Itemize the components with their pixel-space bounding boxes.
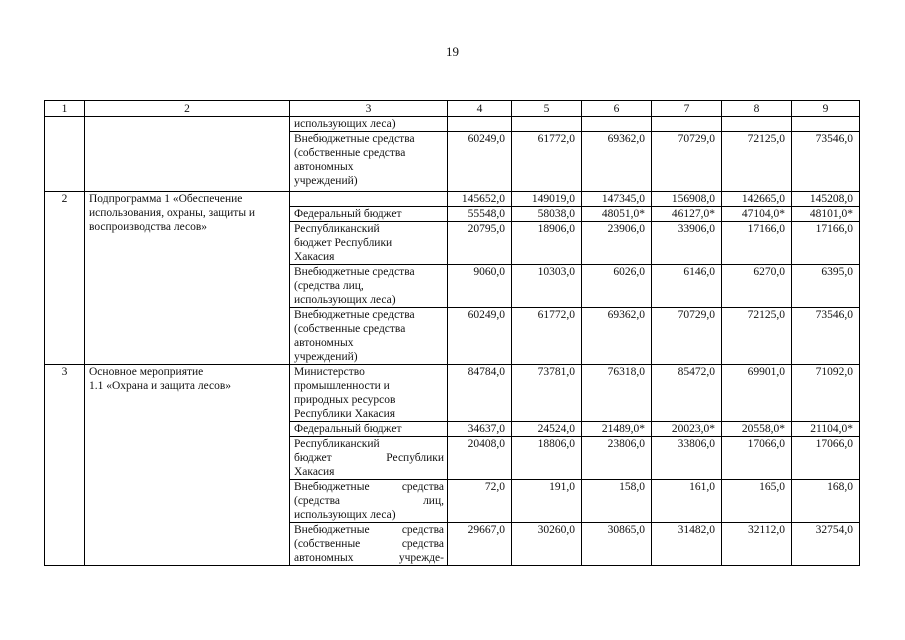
value-cell: 32754,0 (792, 523, 860, 566)
value-cell: 142665,0 (722, 192, 792, 207)
value-cell: 30260,0 (512, 523, 582, 566)
value-cell: 31482,0 (652, 523, 722, 566)
value-cell: 61772,0 (512, 132, 582, 192)
header-cell: 6 (582, 101, 652, 117)
value-cell: 48101,0* (792, 207, 860, 222)
value-cell: 168,0 (792, 480, 860, 523)
value-cell: 72125,0 (722, 308, 792, 365)
value-cell: 61772,0 (512, 308, 582, 365)
header-cell: 1 (45, 101, 85, 117)
value-cell: 20558,0* (722, 422, 792, 437)
source-cell: Внебюджетные средства (собственные средства автономных учреждений) (290, 308, 448, 365)
value-cell: 191,0 (512, 480, 582, 523)
value-cell: 6146,0 (652, 265, 722, 308)
table-row (45, 365, 860, 422)
value-cell: 147345,0 (582, 192, 652, 207)
header-cell: 2 (85, 101, 290, 117)
source-cell: Федеральный бюджет (290, 422, 448, 437)
source-cell: использующих леса) (290, 117, 448, 132)
value-cell: 145208,0 (792, 192, 860, 207)
value-cell: 18806,0 (512, 437, 582, 480)
value-cell: 30865,0 (582, 523, 652, 566)
value-cell: 85472,0 (652, 365, 722, 422)
value-cell: 20795,0 (448, 222, 512, 265)
value-cell: 76318,0 (582, 365, 652, 422)
page-number: 19 (446, 44, 459, 59)
header-cell: 4 (448, 101, 512, 117)
value-cell: 149019,0 (512, 192, 582, 207)
value-cell: 72,0 (448, 480, 512, 523)
budget-table (44, 100, 860, 566)
value-cell: 46127,0* (652, 207, 722, 222)
index-cell: 3 (45, 365, 85, 566)
value-cell: 156908,0 (652, 192, 722, 207)
value-cell: 73546,0 (792, 132, 860, 192)
value-cell: 47104,0* (722, 207, 792, 222)
value-cell: 84784,0 (448, 365, 512, 422)
source-cell: Внебюджетные средства (средства лиц, использующих леса) (290, 265, 448, 308)
value-cell: 9060,0 (448, 265, 512, 308)
source-cell (290, 192, 448, 207)
value-cell: 23906,0 (582, 222, 652, 265)
header-cell: 8 (722, 101, 792, 117)
header-cell: 9 (792, 101, 860, 117)
value-cell: 145652,0 (448, 192, 512, 207)
value-cell: 70729,0 (652, 308, 722, 365)
source-cell: Республиканский бюджет Республики Хакасия (290, 437, 448, 480)
source-cell: Республиканский бюджет Республики Хакасия (290, 222, 448, 265)
header-cell: 7 (652, 101, 722, 117)
value-cell: 21489,0* (582, 422, 652, 437)
value-cell: 18906,0 (512, 222, 582, 265)
activity-title: Основное мероприятие 1.1 «Охрана и защита лесов» (85, 365, 290, 566)
value-cell: 17066,0 (722, 437, 792, 480)
header-cell: 5 (512, 101, 582, 117)
source-cell: Внебюджетные средства (средства лиц, использующих леса) (290, 480, 448, 523)
value-cell: 23806,0 (582, 437, 652, 480)
value-cell: 33806,0 (652, 437, 722, 480)
value-cell: 6270,0 (722, 265, 792, 308)
value-cell: 60249,0 (448, 132, 512, 192)
value-cell: 20408,0 (448, 437, 512, 480)
value-cell: 6026,0 (582, 265, 652, 308)
value-cell: 73781,0 (512, 365, 582, 422)
table-row (45, 117, 860, 132)
index-cell: 2 (45, 192, 85, 365)
value-cell: 10303,0 (512, 265, 582, 308)
value-cell: 17066,0 (792, 437, 860, 480)
header-cell: 3 (290, 101, 448, 117)
table-row (45, 192, 860, 207)
title-cell (85, 117, 290, 192)
value-cell: 70729,0 (652, 132, 722, 192)
value-cell: 58038,0 (512, 207, 582, 222)
value-cell: 69901,0 (722, 365, 792, 422)
value-cell: 55548,0 (448, 207, 512, 222)
value-cell: 73546,0 (792, 308, 860, 365)
value-cell: 69362,0 (582, 308, 652, 365)
value-cell: 161,0 (652, 480, 722, 523)
value-cell: 158,0 (582, 480, 652, 523)
value-cell: 17166,0 (792, 222, 860, 265)
value-cell: 72125,0 (722, 132, 792, 192)
value-cell: 17166,0 (722, 222, 792, 265)
source-cell: Федеральный бюджет (290, 207, 448, 222)
value-cell: 60249,0 (448, 308, 512, 365)
value-cell: 71092,0 (792, 365, 860, 422)
source-cell: Внебюджетные средства (собственные средства автономных учреждений) (290, 132, 448, 192)
value-cell: 24524,0 (512, 422, 582, 437)
value-cell: 69362,0 (582, 132, 652, 192)
header-row (45, 101, 860, 117)
value-cell: 48051,0* (582, 207, 652, 222)
value-cell: 34637,0 (448, 422, 512, 437)
value-cell: 6395,0 (792, 265, 860, 308)
index-cell (45, 117, 85, 192)
value-cell: 165,0 (722, 480, 792, 523)
source-cell: Внебюджетные средства (собственные средства автономных учрежде- (290, 523, 448, 566)
value-cell: 21104,0* (792, 422, 860, 437)
value-cell: 20023,0* (652, 422, 722, 437)
value-cell: 33906,0 (652, 222, 722, 265)
value-cell: 32112,0 (722, 523, 792, 566)
subprogram-title: Подпрограмма 1 «Обеспечение использования, охраны, защиты и воспроизводства лесов» (85, 192, 290, 365)
value-cell: 29667,0 (448, 523, 512, 566)
source-cell: Министерство промышленности и природных ресурсов Республики Хакасия (290, 365, 448, 422)
